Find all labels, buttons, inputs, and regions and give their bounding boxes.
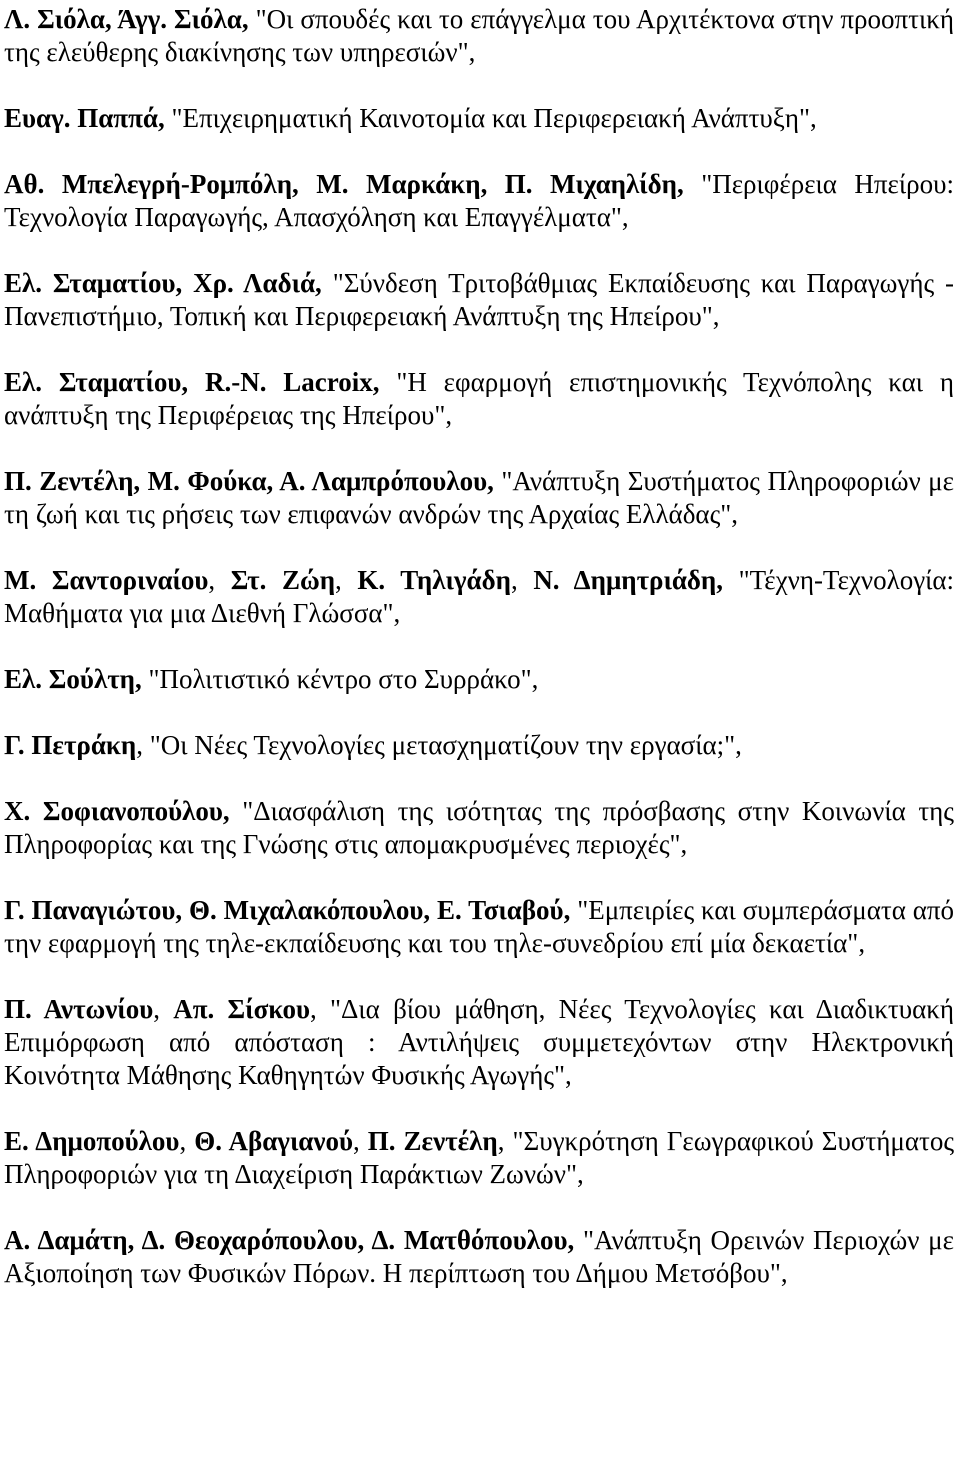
- entry-author-name: Κ. Τηλιγάδη: [357, 565, 511, 595]
- entry-author-name: Ελ. Σταματίου, Χρ. Λαδιά,: [4, 268, 333, 298]
- entry-author-separator: ,: [335, 565, 358, 595]
- entry-title: "Περιφέρεια Ηπείρου: Τεχνολογία Παραγωγής, Απασχόληση και Επαγγέλματα",: [4, 169, 954, 232]
- bibliography-entry: [4, 465, 954, 531]
- entry-title: "Τέχνη-Τεχνολογία: Μαθήματα για μια Διεθνή Γλώσσα",: [4, 565, 955, 628]
- entry-author-name: Λ. Σιόλα, Άγγ. Σιόλα,: [4, 4, 256, 34]
- bibliography-entry: [4, 267, 954, 333]
- bibliography-entry: [4, 894, 954, 960]
- entry-title: "Σύνδεση Τριτοβάθμιας Εκπαίδευσης και Παραγωγής - Πανεπιστήμιο, Τοπική και Περιφερειακή Ανάπτυξη της Ηπείρου",: [4, 268, 955, 331]
- entry-author-name: Π. Αντωνίου: [4, 994, 154, 1024]
- entry-author-name: Π. Ζεντέλη: [367, 1126, 498, 1156]
- entry-author-separator: ,: [352, 1126, 368, 1156]
- bibliography-entry: [4, 729, 954, 762]
- entry-author-name: Α. Δαμάτη, Δ. Θεοχαρόπουλου, Δ. Ματθόπουλου,: [4, 1225, 583, 1255]
- entry-author-separator: ,: [179, 1126, 195, 1156]
- entry-title: "Πολιτιστικό κέντρο στο Συρράκο",: [148, 664, 539, 694]
- entry-author-separator: ,: [153, 994, 174, 1024]
- entry-author-name: Ελ. Σταματίου, R.-N. Lacroix,: [4, 367, 397, 397]
- entry-author-name: Χ. Σοφιανοπούλου,: [4, 796, 243, 826]
- entry-title: "Η εφαρμογή επιστημονικής Τεχνόπολης και η ανάπτυξη της Περιφέρειας της Ηπείρου",: [4, 367, 954, 430]
- bibliography-entry: [4, 168, 954, 234]
- entry-author-name: Γ. Παναγιώτου, Θ. Μιχαλακόπουλου, Ε. Τσιαβού,: [4, 895, 578, 925]
- entry-author-name: Ε. Δημοπούλου: [4, 1126, 180, 1156]
- entry-author-separator: ,: [510, 565, 534, 595]
- bibliography-entry: [4, 564, 954, 630]
- bibliography-entry: [4, 993, 954, 1092]
- entry-author-name: Γ. Πετράκη: [4, 730, 137, 760]
- entry-title: "Ανάπτυξη Ορεινών Περιοχών με Αξιοποίηση των Φυσικών Πόρων. Η περίπτωση του Δήμου Μετσόβου",: [4, 1225, 954, 1288]
- entry-title: "Δια βίου μάθηση, Νέες Τεχνολογίες και Διαδικτυακή Επιμόρφωση από απόσταση : Αντιλήψεις συμμετεχόντων στην Ηλεκτρονική Κοινότητα Μάθησης Καθηγητών Φυσικής Αγωγής",: [4, 994, 955, 1090]
- entry-author-name: Ν. Δημητριάδη,: [533, 565, 739, 595]
- entry-author-name: Μ. Σαντοριναίου: [4, 565, 209, 595]
- entry-author-separator: ,: [310, 994, 331, 1024]
- bibliography-entry: [4, 1224, 954, 1290]
- entry-title: "Διασφάλιση της ισότητας της πρόσβασης στην Κοινωνία της Πληροφορίας και της Γνώσης στις απομακρυσμένες περιοχές",: [4, 796, 954, 859]
- entry-author-name: Ευαγ. Παππά,: [4, 103, 172, 133]
- entry-title: "Εμπειρίες και συμπεράσματα από την εφαρμογή της τηλε-εκπαίδευσης και του τηλε-συνεδρίου επί μία δεκαετία",: [4, 895, 954, 958]
- bibliography-entry: [4, 366, 954, 432]
- entry-author-name: Π. Ζεντέλη, Μ. Φούκα, Α. Λαμπρόπουλου,: [4, 466, 502, 496]
- entry-title: "Οι Νέες Τεχνολογίες μετασχηματίζουν την εργασία;",: [149, 730, 742, 760]
- entry-author-name: Αθ. Μπελεγρή-Ρομπόλη, Μ. Μαρκάκη, Π. Μιχαηλίδη,: [4, 169, 702, 199]
- entry-author-separator: ,: [136, 730, 150, 760]
- entry-author-separator: ,: [208, 565, 231, 595]
- bibliography-entry: [4, 1125, 954, 1191]
- entry-author-name: Απ. Σίσκου: [173, 994, 310, 1024]
- entry-author-separator: ,: [497, 1126, 513, 1156]
- entry-title: "Ανάπτυξη Συστήματος Πληροφοριών με τη ζωή και τις ρήσεις των επιφανών ανδρών της Αρχαίας Ελλάδας",: [4, 466, 954, 529]
- bibliography-entry: [4, 102, 954, 135]
- bibliography-entry: [4, 795, 954, 861]
- entry-title: "Επιχειρηματική Καινοτομία και Περιφερειακή Ανάπτυξη",: [171, 103, 817, 133]
- document-page: [0, 3, 960, 1482]
- bibliography-entry: [4, 3, 954, 69]
- entry-author-name: Στ. Ζώη: [230, 565, 336, 595]
- entry-title: "Συγκρότηση Γεωγραφικού Συστήματος Πληροφοριών για τη Διαχείριση Παράκτιων Ζωνών",: [4, 1126, 955, 1189]
- entry-author-name: Θ. Αβαγιανού: [194, 1126, 353, 1156]
- entry-title: "Οι σπουδές και το επάγγελμα του Αρχιτέκτονα στην προοπτική της ελεύθερης διακίνησης των υπηρεσιών",: [4, 4, 954, 67]
- bibliography-entry: [4, 663, 954, 696]
- entry-author-name: Ελ. Σούλτη,: [4, 664, 149, 694]
